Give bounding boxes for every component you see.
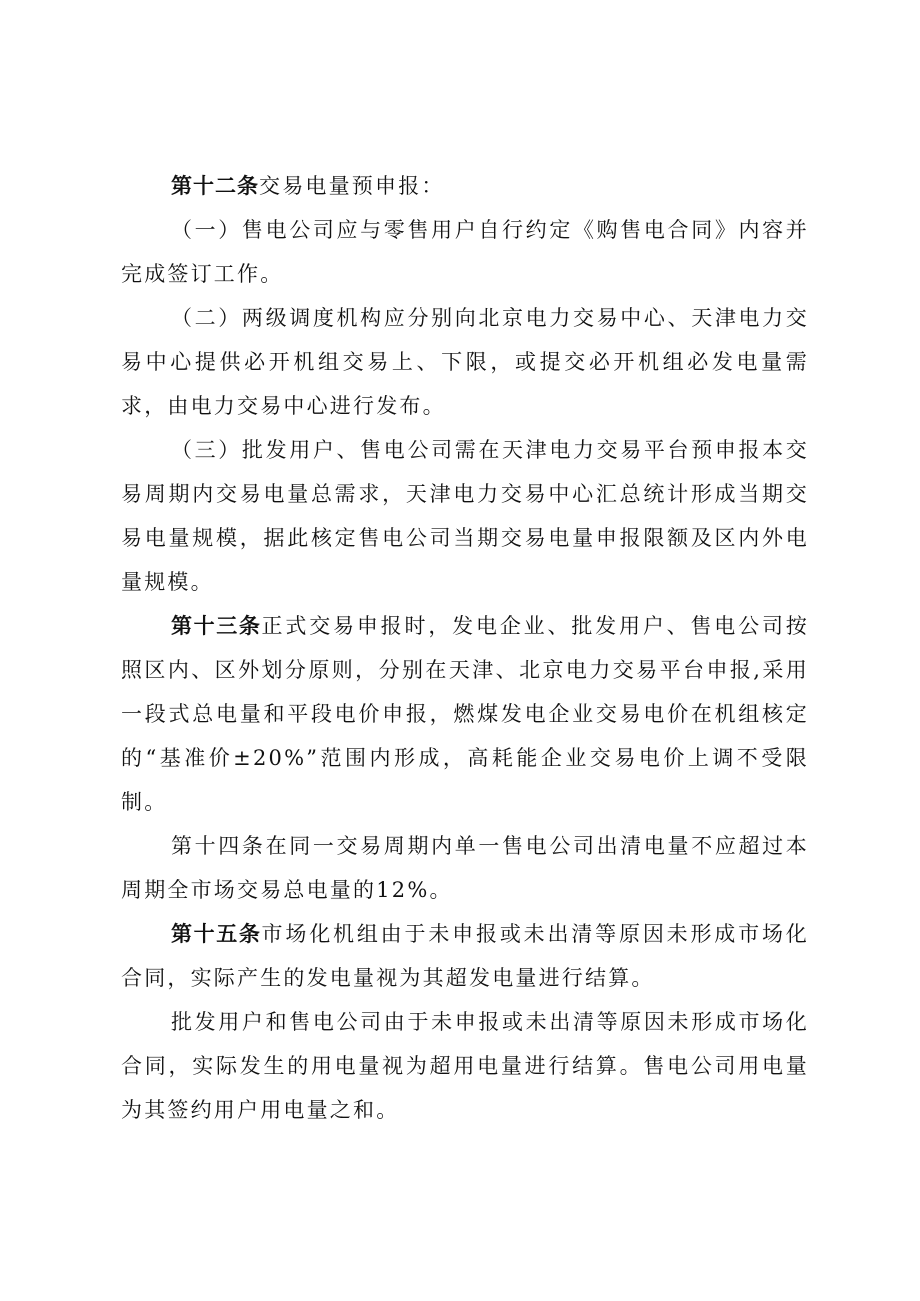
- article-13-text: 正式交易申报时，发电企业、批发用户、售电公司按照区内、区外划分原则，分别在天津、北京电力交易平台申报,采用一段式总电量和平段电价申报，燃煤发电企业交易电价在机组核定的“基准价±20%”范围内形成，高耗能企业交易电价上调不受限制。: [121, 614, 809, 814]
- article-14-text: 第十四条在同一交易周期内单一售电公司出清电量不应超过本周期全市场交易总电量的12%。: [121, 834, 809, 902]
- article-15-para-2: [121, 1000, 809, 1132]
- article-14: [121, 824, 809, 912]
- document-body: [121, 164, 809, 1132]
- article-12-item-1-text: （一）售电公司应与零售用户自行约定《购售电合同》内容并完成签订工作。: [121, 218, 809, 286]
- article-13: [121, 604, 809, 824]
- article-12-item-2: [121, 296, 809, 428]
- article-15-heading: 第十五条: [171, 922, 262, 946]
- article-12-text: 交易电量预申报：: [259, 174, 445, 198]
- article-12-heading: 第十二条: [171, 174, 259, 198]
- article-12-item-3: [121, 428, 809, 604]
- article-15-text: 市场化机组由于未申报或未出清等原因未形成市场化合同，实际产生的发电量视为其超发电量进行结算。: [121, 922, 809, 990]
- article-15-para-2-text: 批发用户和售电公司由于未申报或未出清等原因未形成市场化合同，实际发生的用电量视为超用电量进行结算。售电公司用电量为其签约用户用电量之和。: [121, 1010, 809, 1122]
- article-12: [121, 164, 809, 208]
- article-12-item-1: [121, 208, 809, 296]
- article-13-heading: 第十三条: [171, 614, 262, 638]
- article-12-item-3-text: （三）批发用户、售电公司需在天津电力交易平台预申报本交易周期内交易电量总需求，天津电力交易中心汇总统计形成当期交易电量规模，据此核定售电公司当期交易电量申报限额及区内外电量规模。: [121, 438, 809, 594]
- article-15: [121, 912, 809, 1000]
- article-12-item-2-text: （二）两级调度机构应分别向北京电力交易中心、天津电力交易中心提供必开机组交易上、下限，或提交必开机组必发电量需求，由电力交易中心进行发布。: [121, 306, 809, 418]
